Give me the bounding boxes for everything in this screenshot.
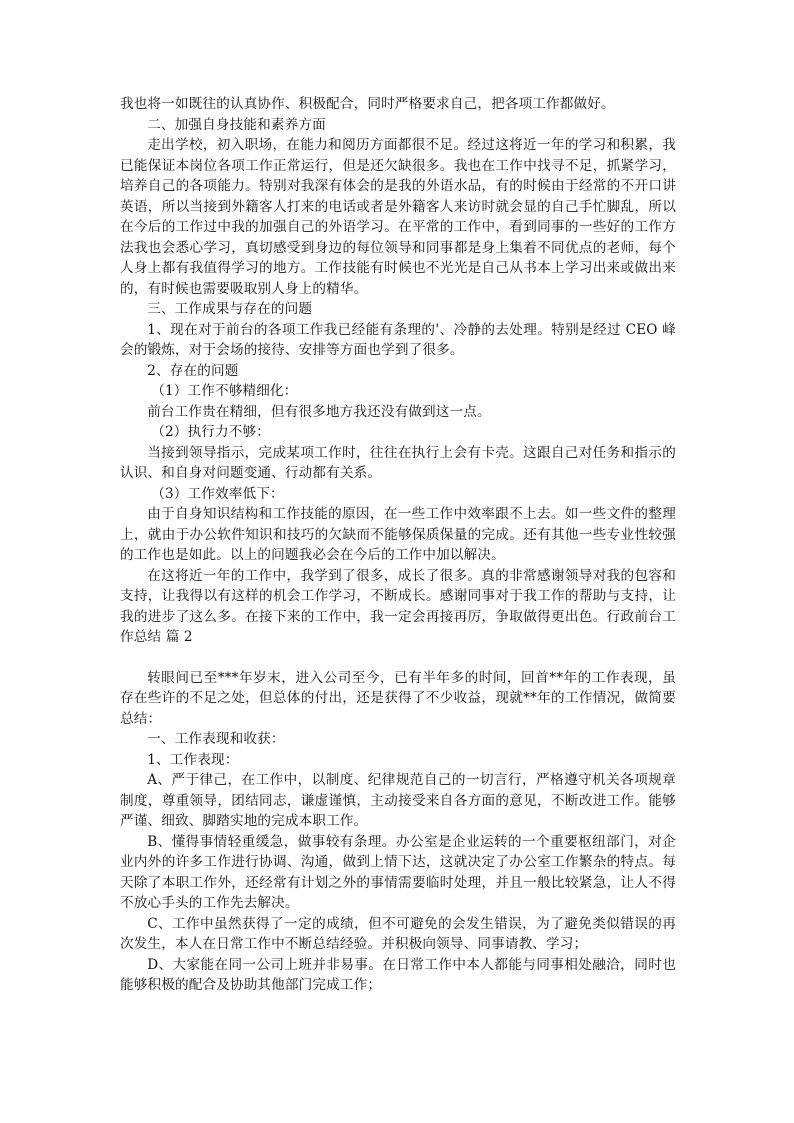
- sub-heading: （1）工作不够精细化：: [151, 383, 298, 399]
- sub-heading: 1、工作表现：: [147, 751, 239, 768]
- section-heading: 一、工作表现和收获：: [147, 731, 285, 747]
- paragraph: C、工作中虽然获得了一定的成绩，但不可避免的会发生错误，为了避免类似错误的再次发生，本人在日常工作中不断总结经验。并积极向领导、同事请教、学习；: [120, 915, 676, 952]
- paragraph: 在这将近一年的工作中，我学到了很多，成长了很多。真的非常感谢领导对我的包容和支持，让我得以有这样的机会工作学习，不断成长。感谢同事对于我工作的帮助与支持，让我的进步了这么多。在接下来的工作中，我一定会再接再厉，争取做得更出色。行政前台工作总结 篇 2: [120, 567, 676, 645]
- section-heading: 三、工作成果与存在的问题: [147, 301, 313, 317]
- paragraph: 我也将一如既往的认真协作、积极配合，同时严格要求自己，把各项工作都做好。: [120, 96, 615, 112]
- paragraph: 由于自身知识结构和工作技能的原因，在一些工作中效率跟不上去。如一些文件的整理上，就由于办公软件知识和技巧的欠缺而不能够保质保量的完成。还有其他一些专业性较强的工作也是如此。以上的问题我必会在今后的工作中加以解决。: [120, 506, 676, 563]
- paragraph: 走出学校，初入职场，在能力和阅历方面都很不足。经过这将近一年的学习和积累，我已能保证本岗位各项工作正常运行，但是还欠缺很多。我也在工作中找寻不足，抓紧学习，培养自己的各项能力。特别对我深有体会的是我的外语水品，有的时候由于经常的不开口讲英语，所以当接到外籍客人打来的电话或者是外籍客人来访时就会显的自己手忙脚乱，所以在今后的工作过中我的加强自己的外语学习。在平常的工作中，看到同事的一些好的工作方法我也会悉心学习，真切感受到身边的每位领导和同事都是身上集着不同优点的老师，每个人身上都有我值得学习的地方。工作技能有时候也不光光是自己从书本上学习出来或做出来的，有时候也需要吸取别人身上的精华。: [120, 137, 676, 297]
- paragraph: A、严于律己，在工作中，以制度、纪律规范自己的一切言行，严格遵守机关各项规章制度，尊重领导，团结同志，谦虚谨慎，主动接受来自各方面的意见，不断改进工作。能够严谨、细致、脚踏实地的完成本职工作。: [120, 772, 676, 829]
- paragraph: 1、现在对于前台的各项工作我已经能有条理的'、冷静的去处理。特别是经过 CEO 峰会的锻炼，对于会场的接待、安排等方面也学到了很多。: [120, 321, 676, 358]
- paragraph: 前台工作贵在精细，但有很多地方我还没有做到这一点。: [147, 403, 491, 420]
- paragraph: 当接到领导指示，完成某项工作时，往往在执行上会有卡壳。这跟自己对任务和指示的认识、和自身对问题变通、行动都有关系。: [120, 444, 676, 481]
- paragraph: D、大家能在同一公司上班并非易事。在日常工作中本人都能与同事相处融洽，同时也能够积极的配合及协助其他部门完成工作；: [120, 956, 676, 993]
- paragraph: 转眼间已至***年岁末，进入公司至今，已有半年多的时间，回首**年的工作表现，虽存在些许的不足之处，但总体的付出，还是获得了不少收益，现就**年的工作情况，做简要总结：: [120, 669, 676, 727]
- paragraph: B、懂得事情轻重缓急，做事较有条理。办公室是企业运转的一个重要枢纽部门，对企业内外的许多工作进行协调、沟通，做到上情下达，这就决定了办公室工作繁杂的特点。每天除了本职工作外，还经常有计划之外的事情需要临时处理，并且一般比较紧急，让人不得不放心手头的工作先去解决。: [120, 833, 676, 911]
- sub-heading: 2、存在的问题: [147, 362, 239, 379]
- sub-heading: （2）执行力不够：: [151, 424, 271, 440]
- section-gap: [120, 648, 676, 668]
- document-body: [120, 94, 676, 996]
- sub-heading: （3）工作效率低下：: [151, 485, 284, 502]
- section-heading: 二、加强自身技能和素养方面: [147, 116, 326, 133]
